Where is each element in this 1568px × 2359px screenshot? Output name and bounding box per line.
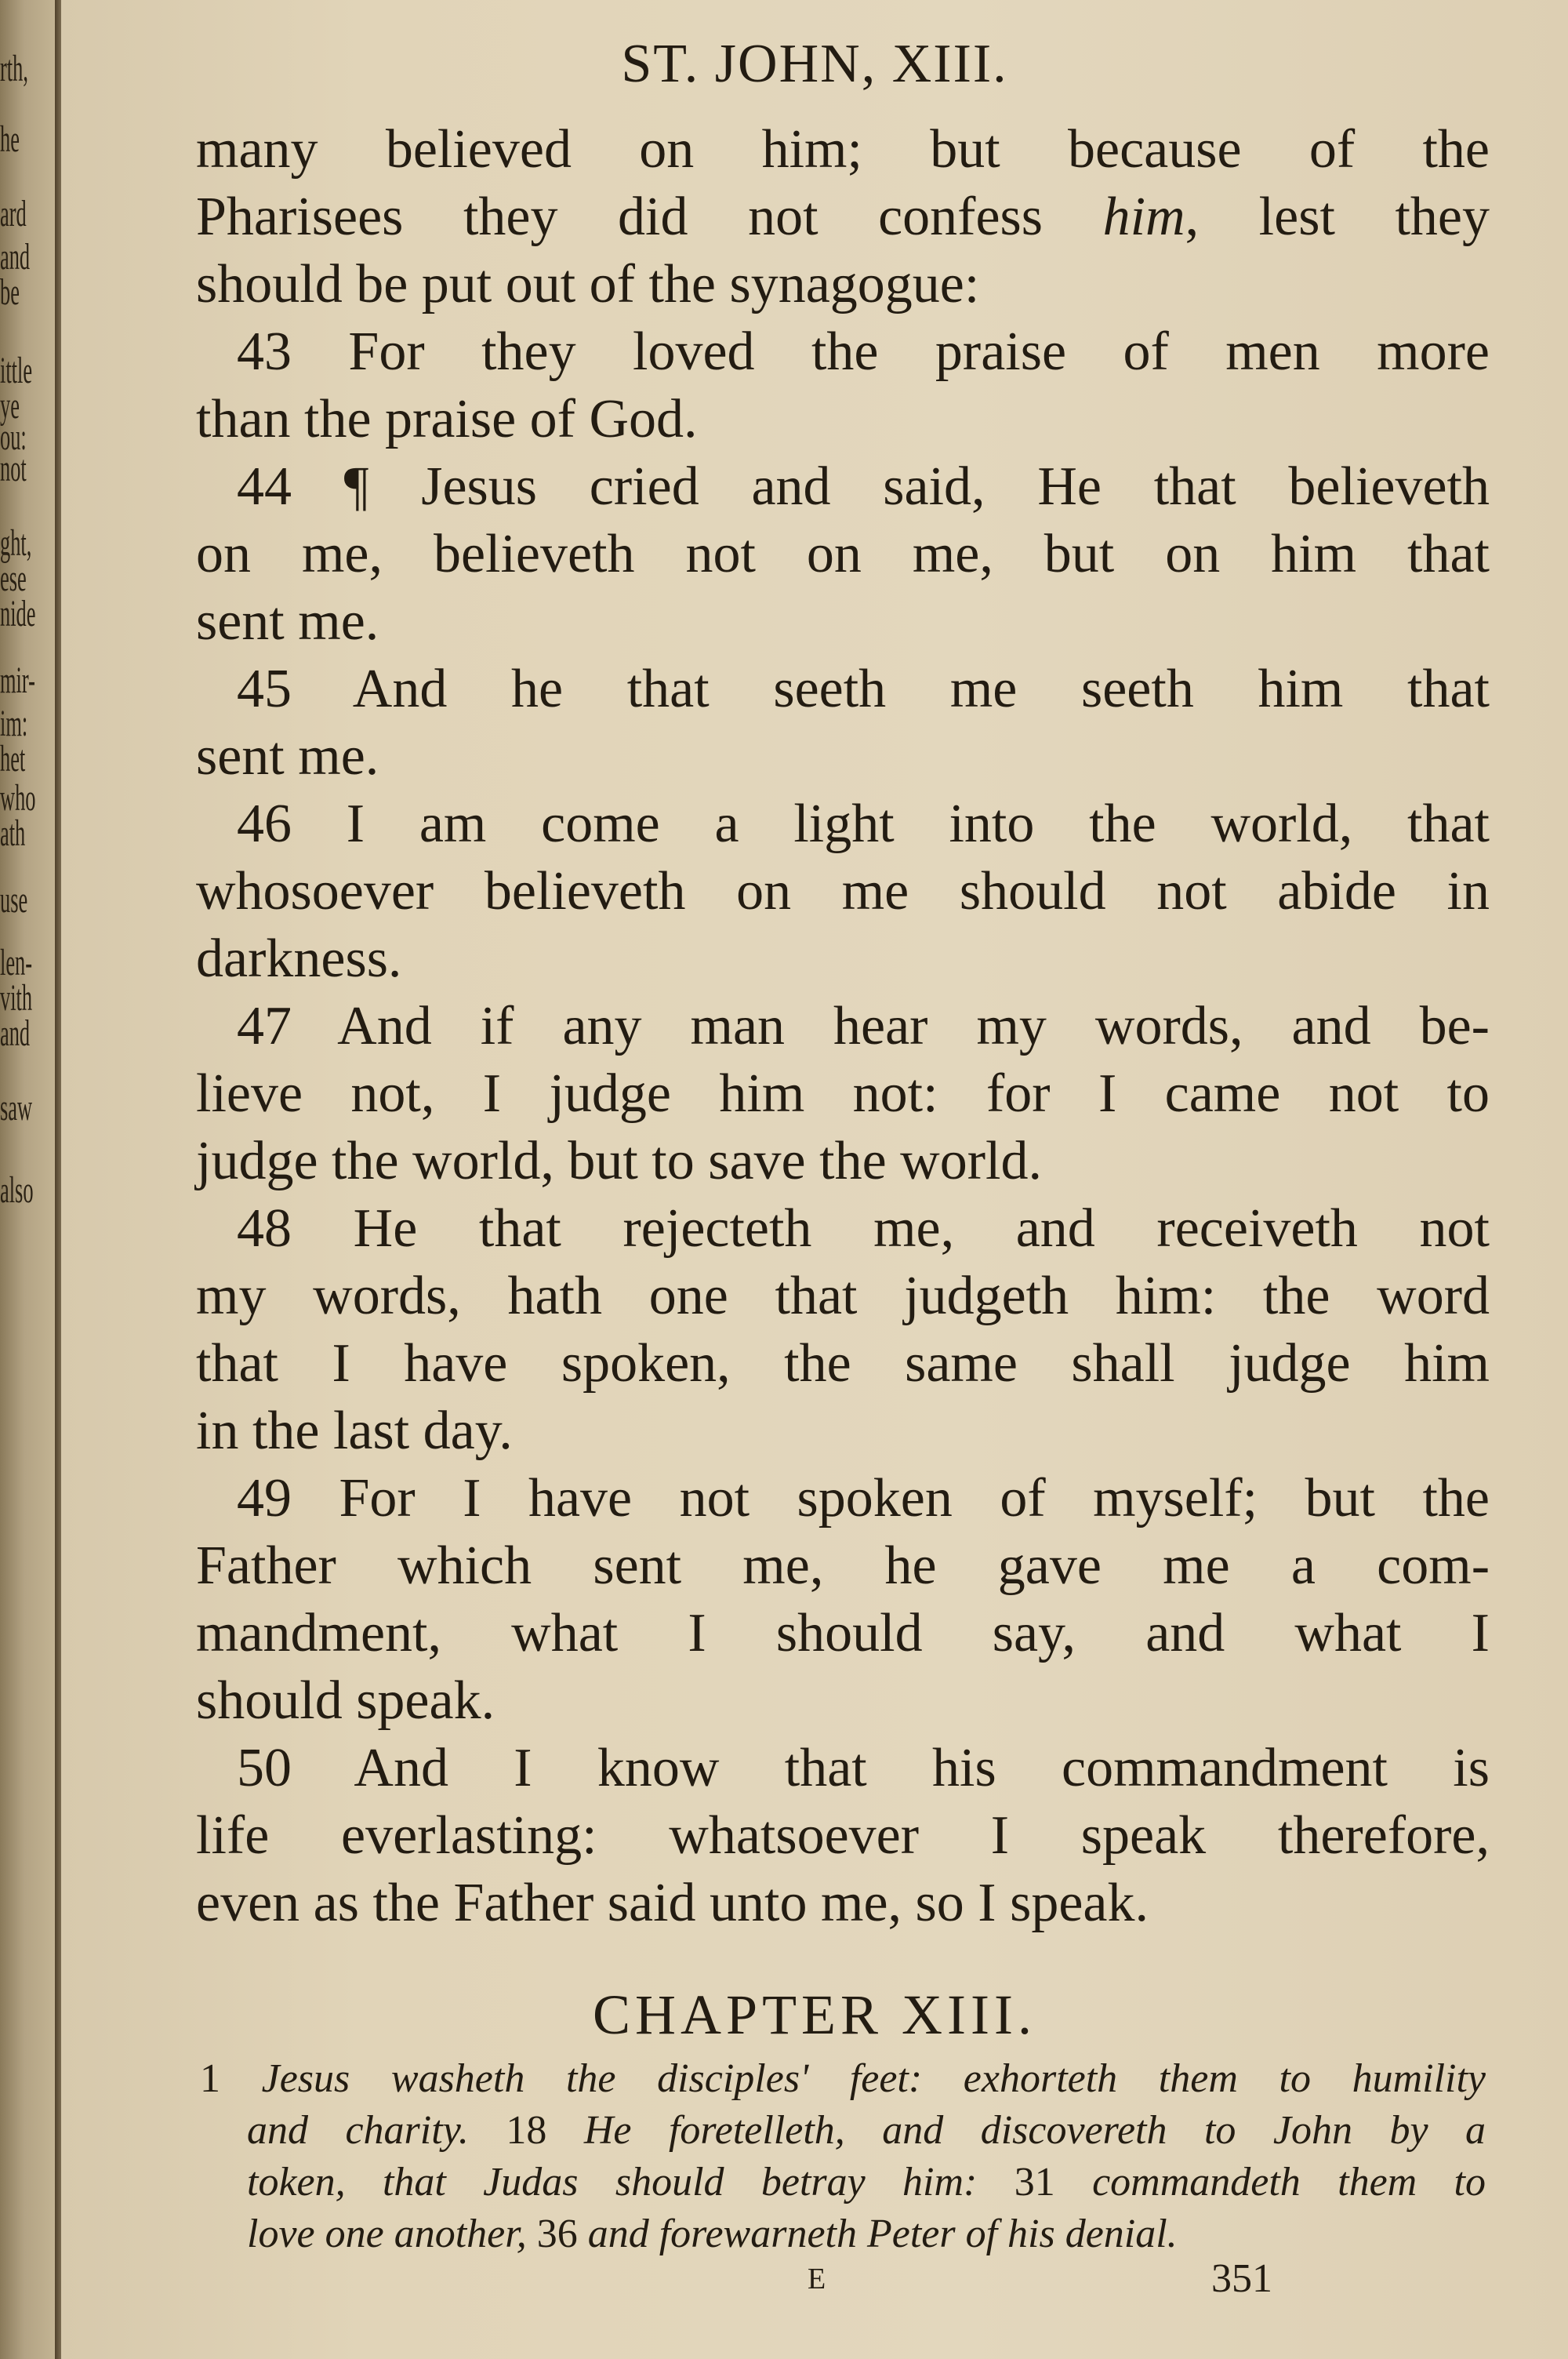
text-line-segment: Pharisees they did not confess (196, 187, 1103, 247)
facing-page-fragment: ou: (0, 416, 27, 458)
running-head: ST. JOHN, XIII. (621, 34, 1008, 94)
chapter-heading: CHAPTER XIII. (593, 1983, 1036, 2046)
text-line: 50 And I know that his commandment is (237, 1738, 1490, 1798)
facing-page-fragment: ese (0, 558, 27, 599)
facing-page-fragment: ght, (0, 522, 32, 564)
facing-page-fragment: not (0, 448, 27, 489)
chapter-summary (200, 2053, 1486, 2260)
text-line: 44 ¶ Jesus cried and said, He that believeth (237, 456, 1490, 517)
facing-page-fragment: mir- (0, 660, 35, 701)
text-line: whosoever believeth on me should not abide in (196, 861, 1490, 921)
facing-page-fragment: vith (0, 977, 33, 1019)
text-line: sent me. (196, 726, 379, 787)
scripture-text (196, 116, 1490, 1937)
text-line-segment: , lest they (1185, 187, 1490, 247)
text-line: 45 And he that seeth me seeth him that (237, 659, 1490, 719)
text-line: life everlasting: whatsoever I speak therefore, (196, 1805, 1490, 1866)
text-line: than the praise of God. (196, 389, 698, 449)
summary-line (200, 2105, 1486, 2157)
facing-page-fragment: het (0, 738, 26, 780)
verse-reference: 31 (977, 2160, 1093, 2205)
facing-page-fragment: he (0, 118, 20, 160)
facing-page-fragment: rth, (0, 48, 28, 89)
page-number: 351 (1211, 2256, 1272, 2301)
text-line: 49 For I have not spoken of myself; but the (237, 1468, 1490, 1528)
summary-italic-text: and forewarneth Peter of his denial. (587, 2212, 1178, 2256)
text-line: darkness. (196, 929, 402, 989)
summary-italic-text: love one another, (247, 2212, 527, 2256)
facing-page-fragment: also (0, 1169, 34, 1211)
summary-italic-text: He foretelleth, and discovereth to John by a (583, 2108, 1486, 2153)
text-line: on me, believeth not on me, but on him that (196, 524, 1490, 584)
facing-page-fragment: ittle (0, 350, 33, 391)
text-line: my words, hath one that judgeth him: the word (196, 1266, 1490, 1326)
facing-page-fragment: nide (0, 593, 36, 634)
text-line: 47 And if any man hear my words, and be- (237, 996, 1490, 1056)
summary-line (200, 2053, 1486, 2105)
verse-reference: 18 (468, 2108, 584, 2153)
text-line (196, 184, 1490, 251)
facing-page-fragment: ath (0, 812, 26, 854)
verse-reference: 36 (526, 2212, 588, 2256)
italic-word: him (1102, 187, 1185, 247)
facing-page-edge (0, 0, 61, 2359)
facing-page-fragment: and (0, 1012, 31, 1054)
facing-page-fragment: saw (0, 1087, 33, 1129)
summary-italic-text: token, that Judas should betray him: (247, 2160, 978, 2205)
text-line: should be put out of the synagogue: (196, 254, 980, 314)
facing-page-fragment: ye (0, 385, 20, 427)
text-line: mandment, what I should say, and what I (196, 1603, 1490, 1663)
summary-italic-text: commandeth them to (1092, 2160, 1486, 2205)
facing-page-fragment: who (0, 777, 36, 819)
text-line: lieve not, I judge him not: for I came not to (196, 1063, 1490, 1124)
summary-italic-text: Jesus washeth the disciples' feet: exhorteth them to humility (261, 2056, 1486, 2101)
summary-italic-text: and charity. (247, 2108, 469, 2153)
text-line: judge the world, but to save the world. (196, 1131, 1042, 1191)
summary-line (200, 2157, 1486, 2208)
text-line: 43 For they loved the praise of men more (237, 322, 1490, 382)
facing-page-fragment: and (0, 236, 31, 278)
text-line: many believed on him; but because of the (196, 119, 1490, 180)
text-line: even as the Father said unto me, so I speak. (196, 1873, 1149, 1933)
text-line: 46 I am come a light into the world, that (237, 794, 1490, 854)
text-line: 48 He that rejecteth me, and receiveth not (237, 1198, 1490, 1259)
facing-page-fragment: use (0, 879, 28, 921)
verse-reference: 1 (200, 2056, 262, 2101)
text-line: that I have spoken, the same shall judge him (196, 1333, 1490, 1394)
signature-mark: E (808, 2263, 826, 2295)
summary-line (200, 2208, 1486, 2260)
facing-page-fragment: im: (0, 703, 28, 744)
text-line: Father which sent me, he gave me a com- (196, 1536, 1490, 1596)
text-line: in the last day. (196, 1401, 513, 1461)
facing-page-fragment: be (0, 271, 20, 313)
text-line: should speak. (196, 1670, 495, 1731)
facing-page-fragment: len- (0, 942, 33, 983)
facing-page-fragment: ard (0, 193, 27, 234)
text-line: sent me. (196, 591, 379, 652)
